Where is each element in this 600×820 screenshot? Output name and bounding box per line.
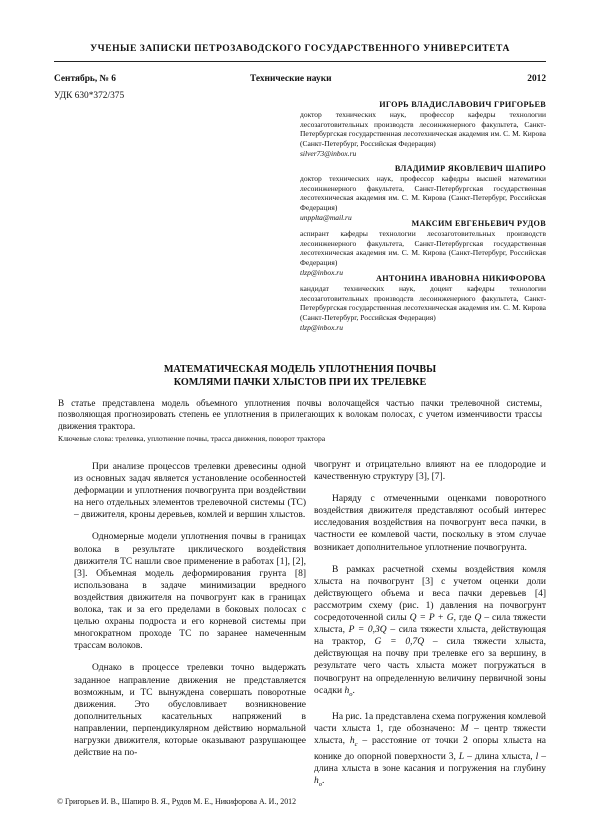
- header-divider: [54, 61, 546, 62]
- author-affiliation: доктор технических наук, профессор кафедры технологии лесозаготовительных производств лесоинженерного факультета, Санкт-Петербургская государственная лесотехническая академия им. С. М. Кирова (Санкт-Петербург, Российская Федерация): [300, 109, 546, 149]
- author-email[interactable]: tlzp@inbox.ru: [300, 322, 343, 332]
- formula: P = 0,3Q: [348, 625, 387, 636]
- author-affiliation: аспирант кафедры технологии лесозаготовительных производств лесоинженерного факультета, Санкт-Петербургская государственная лесотехническая академия им. С. М. Кирова (Санкт-Петербург, Российская Федерация): [300, 228, 546, 268]
- author-block: [300, 219, 546, 278]
- udk-code: УДК 630*372/375: [54, 91, 125, 101]
- abstract: В статье представлена модель объемного уплотнения почвы волочащейся частью пачки трелевочной системы, позволяющая прогнозировать степень ее уплотнения в прилегающих к волокам полосах, с учетом изменчивости трассы движения трактора.: [58, 398, 542, 431]
- journal-title: УЧЕНЫЕ ЗАПИСКИ ПЕТРОЗАВОДСКОГО ГОСУДАРСТВЕННОГО УНИВЕРСИТЕТА: [90, 43, 510, 54]
- paragraph: В рамках расчетной схемы воздействия комля хлыста на почвогрунт [3] с учетом оценки доли действующего объема и веса пачки деревьев [4] рассмотрим схему (рис. 1) давления на почвогрунт сосредоточенной силы Q = P + G, где Q – сила тяжести хлыста, P = 0,3Q – сила тяжести хлыста, действующая на трактор, G = 0,7Q – сила тяжести хлыста, действующая на почву при трелевке его за вершину, в результате чего часть хлыста может погружаться в почвогрунт на определенную величину первичной зоны осадки $h_o$.: [314, 564, 547, 698]
- author-name: ВЛАДИМИР ЯКОВЛЕВИЧ ШАПИРО: [394, 164, 546, 173]
- paragraph: чвогрунт и отрицательно влияют на ее плодородие и качественную структуру [3], [7].: [314, 460, 546, 483]
- author-email[interactable]: tlzp@inbox.ru: [300, 267, 343, 277]
- author-block: [300, 164, 546, 223]
- copyright-footer: © Григорьев И. В., Шапиро В. Я., Рудов М. Е., Никифорова А. И., 2012: [57, 797, 297, 806]
- author-affiliation: кандидат технических наук, доцент кафедры технологии лесозаготовительных производств лесоинженерного факультета, Санкт-Петербургская государственная лесотехническая академия им. С. М. Кирова (Санкт-Петербург, Российская Федерация): [300, 283, 546, 323]
- author-name: АНТОНИНА ИВАНОВНА НИКИФОРОВА: [376, 274, 546, 283]
- author-name: ИГОРЬ ВЛАДИСЛАВОВИЧ ГРИГОРЬЕВ: [379, 100, 546, 109]
- formula: G = 0,7Q: [374, 637, 425, 648]
- keywords: Ключевые слова: трелевка, уплотнение почвы, трасса движения, поворот трактора: [58, 434, 326, 443]
- paragraph: На рис. 1а представлена схема погружения комлевой части хлыста 1, где обозначено: M – центр тяжести хлыста, $h_c$ – расстояние от точки 2 опоры хлыста на конике до опорной поверхности 3, L – длина хлыста, l – длина хлыста в зоне касания и погружения на глубину $h_o$.: [314, 711, 547, 788]
- author-name: МАКСИМ ЕВГЕНЬЕВИЧ РУДОВ: [411, 219, 546, 228]
- author-affiliation: доктор технических наук, профессор кафедры высшей математики лесоинженерного факультета, Санкт-Петербургская государственная лесотехническая академия им. С. М. Кирова (Санкт-Петербург, Российская Федерация): [300, 173, 546, 213]
- paragraph: Одномерные модели уплотнения почвы в границах волока в результате циклического воздействия движителя ТС нашли свое применение в работах [1], [2], [3]. Объемная модель деформирования грунта [8] использована в задаче минимизации вредного воздействия движителя на почвогрунт как в границах волока, так и за его пределами в боковых полосах с целью охраны подроста и его корневой системы при многократном проходе ТС по заранее намеченным трассам волоков.: [74, 532, 306, 652]
- author-block: [300, 274, 546, 333]
- paragraph: Однако в процессе трелевки точно выдержать заданное направление движения не представляется возможным, и ТС вынуждена совершать поворотные движения. Это обусловливает возникновение дополнительных касательных напряжений в направлении, перпендикулярном действию нормальной нагрузки движителя, которые оказывают разрушающее действие на по-: [74, 663, 306, 759]
- article-title: [100, 364, 500, 389]
- year-label: 2012: [527, 74, 546, 84]
- body-column-left: [74, 461, 306, 769]
- author-block: [300, 100, 546, 159]
- formula: Q = P + G: [409, 613, 454, 624]
- paragraph: При анализе процессов трелевки древесины одной из основных задач является установление особенностей деформации и уплотнения почвогрунта при воздействии на него отдельных элементов трелевочной системы (ТС) – движителя, кроны деревьев, комлей и вершин хлыстов.: [74, 462, 306, 521]
- body-column-right: [314, 459, 546, 801]
- article-title-line: КОМЛЯМИ ПАЧКИ ХЛЫСТОВ ПРИ ИХ ТРЕЛЕВКЕ: [173, 376, 427, 388]
- issue-label: Сентябрь, № 6: [54, 74, 116, 84]
- author-email[interactable]: unpplta@mail.ru: [300, 212, 352, 222]
- paragraph: Наряду с отмеченными оценками поворотного воздействия движителя представляют особый интерес исследования воздействия на почвогрунт веса пачки, в частности ее комлевой части, поскольку в этом случае возникает дополнительное уплотнение почвогрунта.: [314, 494, 546, 553]
- article-title-line: МАТЕМАТИЧЕСКАЯ МОДЕЛЬ УПЛОТНЕНИЯ ПОЧВЫ: [163, 364, 437, 375]
- author-email[interactable]: silver73@inbox.ru: [300, 148, 357, 158]
- section-label: Технические науки: [250, 74, 332, 84]
